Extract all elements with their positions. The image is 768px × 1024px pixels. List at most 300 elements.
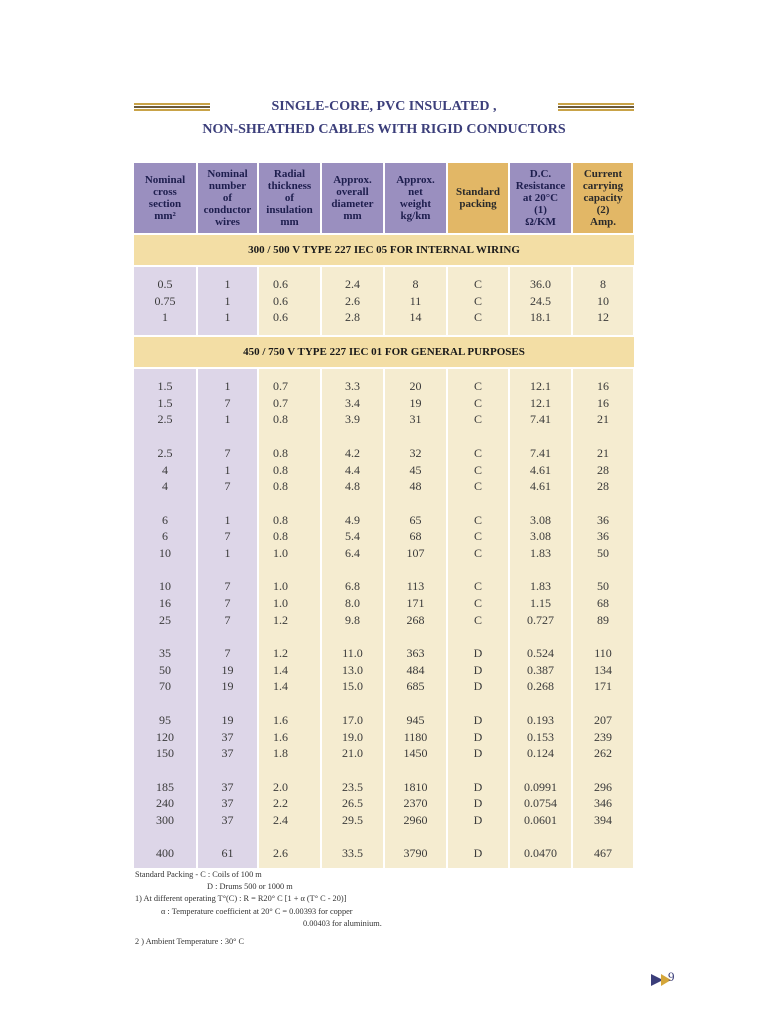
table-cell: 0.8: [273, 512, 288, 527]
table-cell: 20: [409, 379, 422, 394]
group-spacer: [573, 695, 633, 712]
header-line: Nominal: [144, 174, 186, 186]
group-spacer: [510, 495, 571, 512]
table-cell: 363: [406, 646, 425, 661]
table-cell: 24.5: [530, 293, 551, 308]
header-line: of: [284, 192, 295, 204]
header-line: Radial: [273, 168, 306, 180]
table-cell: C: [473, 379, 482, 394]
header-line: mm: [280, 216, 299, 228]
table-cell: 2.4: [345, 277, 360, 291]
table-cell: 296: [594, 779, 612, 794]
table-cell: 12.1: [530, 379, 551, 394]
table-cell: 171: [406, 596, 425, 610]
table-cell: 16: [597, 379, 609, 394]
header-line: of: [222, 192, 233, 204]
table-cell: 1.0: [273, 596, 288, 610]
table-cell: 61: [221, 846, 234, 861]
table-cell: 1.4: [273, 662, 288, 677]
table-cell: C: [473, 479, 482, 494]
table-cell: 7: [224, 596, 231, 610]
header-line: wires: [215, 216, 240, 228]
table-cell: 95: [159, 712, 171, 727]
table-cell: 10: [597, 293, 609, 308]
table-cell: 29.5: [342, 812, 363, 827]
table-cell: C: [473, 412, 482, 427]
table-cell: 0.153: [527, 729, 554, 744]
group-spacer: [448, 762, 508, 779]
header-line: Current: [583, 168, 623, 180]
header-line: capacity: [583, 192, 623, 204]
header-line: (2): [596, 204, 610, 216]
group-spacer: [322, 628, 383, 645]
header-overall-diameter: [321, 163, 384, 233]
table-cell: 4.2: [345, 445, 360, 460]
table-cell: 110: [594, 646, 612, 661]
table-cell: 467: [594, 846, 612, 861]
table-cell: 3.08: [530, 512, 551, 527]
table-cell: 19: [221, 712, 234, 727]
group-spacer: [573, 495, 633, 512]
group-spacer: [573, 829, 633, 846]
table-cell: 10: [159, 545, 171, 560]
group-spacer: [510, 695, 571, 712]
table-cell: 0.8: [273, 479, 288, 494]
table-cell: 0.193: [527, 712, 554, 727]
table-cell: 0.524: [527, 646, 554, 661]
table-cell: 0.7: [273, 395, 288, 410]
group-spacer: [322, 495, 383, 512]
table-cell: 36: [597, 529, 609, 544]
table-cell: 1.2: [273, 612, 288, 627]
header-line: diameter: [331, 198, 374, 210]
table-cell: 120: [156, 729, 174, 744]
table-cell: 8: [412, 277, 419, 291]
group-spacer: [448, 495, 508, 512]
table-cell: 2.5: [157, 412, 173, 427]
table-cell: 7: [224, 579, 231, 594]
column-net-weight: [384, 267, 447, 335]
header-line: Ω/KM: [525, 216, 556, 228]
table-cell: 1450: [403, 746, 428, 761]
header-insulation-thickness: [258, 163, 321, 233]
table-cell: 16: [159, 596, 171, 610]
group-spacer: [573, 628, 633, 645]
table-cell: 1: [224, 462, 231, 477]
table-cell: 36: [597, 512, 609, 527]
group-spacer: [322, 695, 383, 712]
table-cell: 0.124: [527, 746, 554, 761]
table-cell: 300: [156, 812, 174, 827]
group-spacer: [510, 562, 571, 579]
column-current-capacity: [572, 267, 634, 335]
table-cell: 3.4: [345, 395, 360, 410]
table-cell: 45: [409, 462, 422, 477]
table-cell: 0.0754: [524, 796, 557, 811]
table-cell: 0.6: [273, 277, 288, 291]
table-cell: 33.5: [342, 846, 363, 861]
table-cell: 0.8: [273, 445, 288, 460]
table-cell: 1: [162, 310, 168, 325]
header-net-weight: [384, 163, 447, 233]
table-cell: 28: [597, 479, 609, 494]
table-cell: 0.8: [273, 462, 288, 477]
table-cell: C: [473, 293, 482, 308]
group-spacer: [448, 428, 508, 445]
header-cross-section: [134, 163, 197, 233]
table-cell: 37: [221, 729, 234, 744]
table-cell: 0.0470: [524, 846, 557, 861]
cable-spec-table: [134, 163, 635, 868]
column-standard-packing: [447, 267, 509, 335]
table-cell: 346: [594, 796, 612, 811]
table-cell: 21.0: [342, 746, 363, 761]
column-standard-packing: [447, 369, 509, 868]
table-cell: 150: [156, 746, 174, 761]
table-cell: 32: [409, 445, 422, 460]
table-cell: 4.8: [345, 479, 360, 494]
header-line: Approx.: [396, 174, 435, 186]
group-spacer: [259, 829, 320, 846]
table-cell: 9.8: [345, 612, 360, 627]
table-cell: 48: [409, 479, 422, 494]
table-cell: 17.0: [342, 712, 363, 727]
table-cell: 4: [162, 479, 168, 494]
header-line: weight: [399, 198, 432, 210]
header-line: packing: [459, 198, 497, 210]
table-cell: 3.08: [530, 529, 551, 544]
header-line: thickness: [267, 180, 312, 192]
table-cell: 1: [224, 512, 231, 527]
table-cell: D: [473, 662, 483, 677]
table-cell: 6: [162, 529, 168, 544]
table-cell: D: [473, 812, 483, 827]
table-cell: 16: [597, 395, 609, 410]
table-cell: C: [473, 512, 482, 527]
table-cell: 35: [159, 646, 171, 661]
group-spacer: [322, 829, 383, 846]
table-cell: 4.9: [345, 512, 360, 527]
table-cell: 68: [409, 529, 422, 544]
group-spacer: [198, 495, 257, 512]
table-cell: 21: [597, 412, 609, 427]
group-spacer: [134, 495, 196, 512]
table-cell: D: [473, 779, 483, 794]
header-line: overall: [336, 186, 369, 198]
table-cell: 13.0: [342, 662, 363, 677]
table-cell: 0.268: [527, 679, 554, 694]
table-cell: 0.7: [273, 379, 288, 394]
table-cell: 6: [162, 512, 168, 527]
table-cell: 28: [597, 462, 609, 477]
group-spacer: [259, 428, 320, 445]
table-cell: 1: [224, 277, 231, 291]
table-cell: 2960: [403, 812, 428, 827]
table-cell: C: [473, 445, 482, 460]
table-cell: C: [473, 462, 482, 477]
table-cell: C: [473, 612, 482, 627]
table-cell: 19: [221, 662, 234, 677]
table-cell: 1.0: [273, 545, 288, 560]
table-cell: 7: [224, 646, 231, 661]
table-cell: 8: [600, 277, 606, 291]
table-cell: 12: [597, 310, 609, 325]
header-line: mm²: [154, 210, 176, 222]
table-cell: 37: [221, 746, 234, 761]
table-cell: 4: [162, 462, 168, 477]
group-spacer: [322, 562, 383, 579]
table-cell: 2.0: [273, 779, 288, 794]
table-cell: 37: [221, 812, 234, 827]
group-spacer: [259, 562, 320, 579]
header-line: insulation: [266, 204, 313, 216]
header-line: Nominal: [207, 168, 248, 180]
table-cell: 134: [594, 662, 612, 677]
header-conductor-wires: [197, 163, 258, 233]
table-cell: 1.2: [273, 646, 288, 661]
table-cell: 7: [224, 612, 231, 627]
table-cell: 7.41: [530, 412, 551, 427]
table-cell: 12.1: [530, 395, 551, 410]
header-line: D.C.: [529, 168, 552, 180]
table-cell: 4.61: [530, 479, 551, 494]
group-spacer: [198, 695, 257, 712]
group-spacer: [510, 829, 571, 846]
column-dc-resistance: [509, 267, 572, 335]
note-packing-d: D : Drums 500 or 1000 m: [207, 882, 293, 892]
table-cell: 1.15: [530, 596, 551, 610]
table-cell: D: [473, 796, 483, 811]
note-1: 1) At different operating T°(C) : R = R20° C [1 + α (T° C - 20)]: [135, 894, 347, 904]
table-cell: 18.1: [530, 310, 551, 325]
group-spacer: [385, 829, 446, 846]
group-spacer: [573, 562, 633, 579]
table-cell: 262: [594, 746, 612, 761]
table-cell: 11.0: [342, 646, 363, 661]
header-line: conductor: [203, 204, 252, 216]
header-standard-packing: [447, 163, 509, 233]
table-cell: 6.4: [345, 545, 360, 560]
table-cell: 19.0: [342, 729, 363, 744]
group-spacer: [385, 562, 446, 579]
table-cell: 21: [597, 445, 609, 460]
group-spacer: [510, 428, 571, 445]
group-spacer: [198, 829, 257, 846]
table-cell: 19: [221, 679, 234, 694]
table-cell: D: [473, 746, 483, 761]
table-cell: 239: [594, 729, 612, 744]
table-cell: 945: [406, 712, 425, 727]
table-cell: D: [473, 646, 483, 661]
column-cross-section: [134, 267, 197, 335]
table-cell: D: [473, 712, 483, 727]
table-cell: 2.2: [273, 796, 288, 811]
table-cell: 3.3: [345, 379, 360, 394]
table-cell: 2.4: [273, 812, 288, 827]
table-cell: 50: [159, 662, 171, 677]
table-cell: 484: [406, 662, 425, 677]
table-cell: 7: [224, 395, 231, 410]
table-cell: 1.8: [273, 746, 288, 761]
table-cell: 1: [224, 379, 231, 394]
column-dc-resistance: [509, 369, 572, 868]
table-cell: 50: [597, 545, 609, 560]
table-cell: 1180: [403, 729, 428, 744]
table-cell: 1.6: [273, 729, 288, 744]
table-cell: 3.9: [345, 412, 360, 427]
table-cell: C: [473, 579, 482, 594]
table-cell: 37: [221, 779, 234, 794]
table-cell: 0.387: [527, 662, 554, 677]
header-line: number: [208, 180, 247, 192]
header-line: cross: [153, 186, 177, 198]
page-number: 9: [668, 969, 675, 984]
header-line: Approx.: [333, 174, 372, 186]
table-cell: 50: [597, 579, 609, 594]
table-cell: 0.727: [527, 612, 554, 627]
table-cell: 1: [224, 293, 231, 308]
group-spacer: [259, 628, 320, 645]
column-conductor-wires: [197, 267, 258, 335]
group-spacer: [448, 829, 508, 846]
table-cell: 4.4: [345, 462, 360, 477]
table-cell: 5.4: [345, 529, 360, 544]
table-cell: 0.0991: [524, 779, 557, 794]
group-spacer: [198, 762, 257, 779]
table-cell: 1.4: [273, 679, 288, 694]
table-cell: C: [473, 545, 482, 560]
table-cell: 1.6: [273, 712, 288, 727]
group-spacer: [198, 428, 257, 445]
table-cell: 7.41: [530, 445, 551, 460]
group-spacer: [198, 562, 257, 579]
table-cell: 6.8: [345, 579, 360, 594]
section-data-row: [134, 267, 634, 335]
table-cell: 7: [224, 445, 231, 460]
table-cell: 36.0: [530, 277, 551, 291]
table-cell: 268: [406, 612, 425, 627]
table-cell: 31: [409, 412, 422, 427]
table-cell: 2370: [403, 796, 428, 811]
table-cell: 0.8: [273, 412, 288, 427]
table-cell: 685: [406, 679, 425, 694]
table-cell: 3790: [403, 846, 428, 861]
section-title-row: [134, 235, 634, 265]
table-cell: 68: [597, 596, 609, 610]
table-cell: 65: [409, 512, 422, 527]
group-spacer: [385, 762, 446, 779]
table-cell: 0.6: [273, 293, 288, 308]
table-cell: 185: [156, 779, 174, 794]
header-line: section: [148, 198, 182, 210]
table-cell: 8.0: [345, 596, 360, 610]
column-overall-diameter: [321, 369, 384, 868]
table-cell: C: [473, 596, 482, 610]
table-cell: 89: [597, 612, 609, 627]
column-current-capacity: [572, 369, 634, 868]
table-cell: 240: [156, 796, 174, 811]
table-cell: 26.5: [342, 796, 363, 811]
table-cell: 23.5: [342, 779, 363, 794]
table-cell: 1: [224, 545, 231, 560]
table-cell: 10: [159, 579, 171, 594]
table-cell: 1.0: [273, 579, 288, 594]
table-cell: 7: [224, 479, 231, 494]
group-spacer: [134, 762, 196, 779]
group-spacer: [385, 428, 446, 445]
group-spacer: [385, 695, 446, 712]
group-spacer: [134, 562, 196, 579]
table-cell: C: [473, 529, 482, 544]
footnotes: [135, 869, 382, 948]
header-line: mm: [343, 210, 362, 222]
table-cell: 394: [594, 812, 612, 827]
table-cell: 37: [221, 796, 234, 811]
note-alpha-copper: α : Temperature coefficient at 20° C = 0.00393 for copper: [161, 906, 353, 916]
column-overall-diameter: [321, 267, 384, 335]
group-spacer: [573, 428, 633, 445]
table-cell: D: [473, 846, 483, 861]
table-cell: 113: [406, 579, 425, 594]
group-spacer: [322, 428, 383, 445]
section-title: 300 / 500 V TYPE 227 IEC 05 FOR INTERNAL WIRING: [134, 235, 634, 265]
table-cell: 0.0601: [524, 812, 557, 827]
table-cell: 11: [409, 293, 422, 308]
table-cell: 0.8: [273, 529, 288, 544]
table-cell: 2.6: [345, 293, 360, 308]
note-alpha-aluminium: 0.00403 for aluminium.: [303, 918, 382, 928]
header-line: Standard: [455, 186, 501, 198]
table-cell: C: [473, 310, 482, 325]
table-cell: C: [473, 277, 482, 291]
table-cell: 0.5: [157, 277, 173, 291]
column-conductor-wires: [197, 369, 258, 868]
table-header-row: [134, 163, 634, 233]
table-cell: 1.83: [530, 545, 551, 560]
group-spacer: [259, 695, 320, 712]
group-spacer: [573, 762, 633, 779]
group-spacer: [448, 562, 508, 579]
column-insulation-thickness: [258, 369, 321, 868]
table-cell: 70: [159, 679, 171, 694]
table-cell: C: [473, 395, 482, 410]
table-cell: 1.83: [530, 579, 551, 594]
group-spacer: [385, 628, 446, 645]
group-spacer: [510, 628, 571, 645]
note-packing-c: Standard Packing - C : Coils of 100 m: [135, 870, 262, 879]
header-line: kg/km: [400, 210, 431, 222]
table-cell: 14: [409, 310, 422, 325]
table-cell: 15.0: [342, 679, 363, 694]
column-insulation-thickness: [258, 267, 321, 335]
table-cell: 7: [224, 529, 231, 544]
table-cell: 2.5: [157, 445, 173, 460]
table-cell: D: [473, 679, 483, 694]
header-line: Amp.: [590, 216, 616, 228]
group-spacer: [448, 695, 508, 712]
group-spacer: [134, 628, 196, 645]
table-cell: 207: [594, 712, 612, 727]
section-title: 450 / 750 V TYPE 227 IEC 01 FOR GENERAL PURPOSES: [134, 337, 634, 367]
table-cell: 2.8: [345, 310, 360, 325]
header-line: Resistance: [515, 180, 566, 192]
page-title-line-2: NON-SHEATHED CABLES WITH RIGID CONDUCTORS: [202, 122, 566, 137]
table-cell: 0.75: [154, 293, 176, 308]
header-line: at 20°C: [522, 192, 559, 204]
group-spacer: [134, 695, 196, 712]
group-spacer: [259, 762, 320, 779]
page-title-line-1: SINGLE-CORE, PVC INSULATED ,: [271, 99, 497, 114]
